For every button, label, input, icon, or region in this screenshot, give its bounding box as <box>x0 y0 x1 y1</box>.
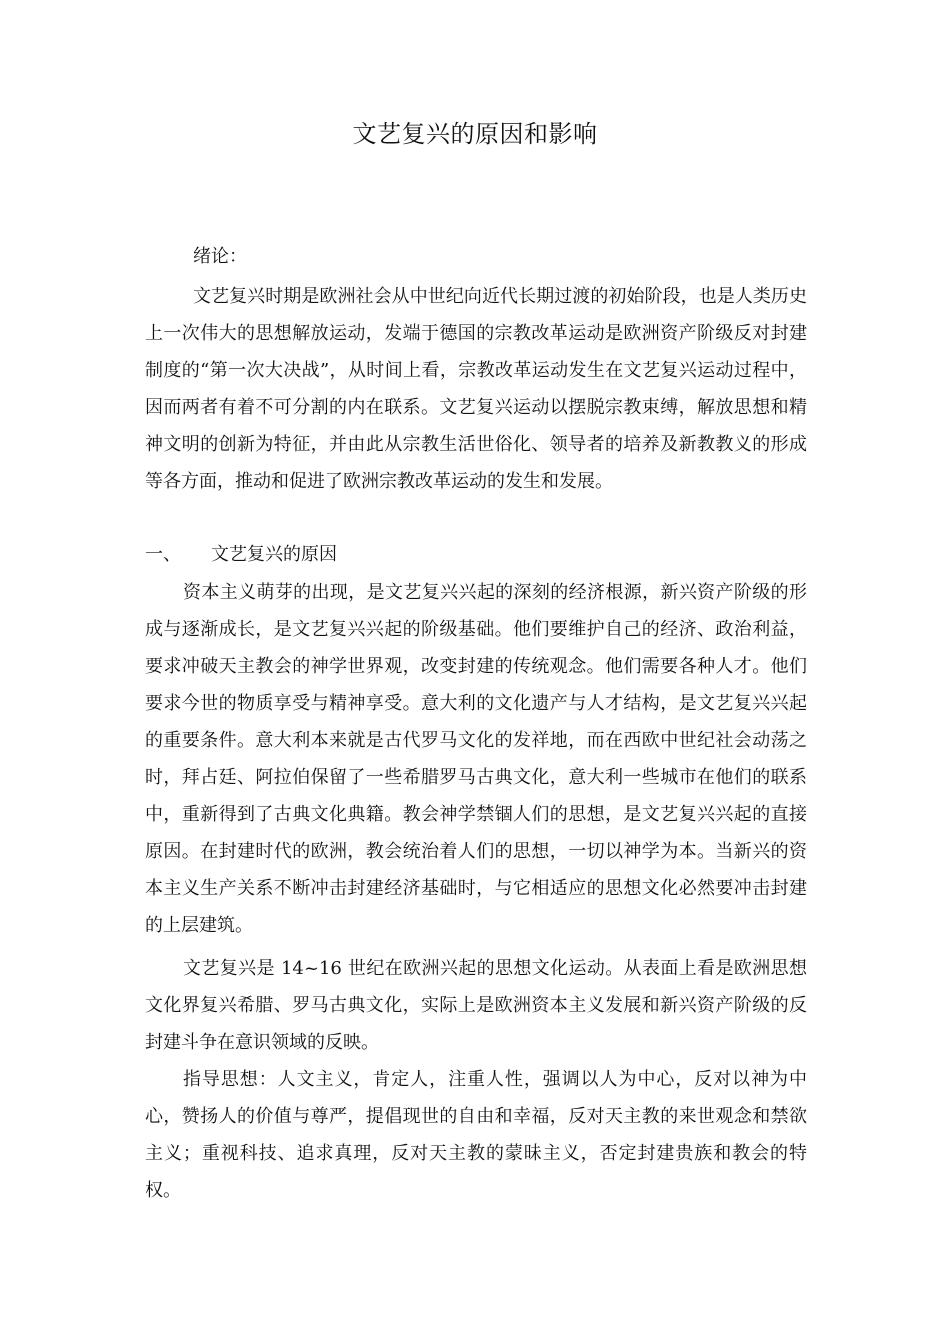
body-paragraph: 指导思想：人文主义，肯定人，注重人性，强调以人为中心，反对以神为中心，赞扬人的价值与尊严，提倡现世的自由和幸福，反对天主教的来世观念和禁欲主义；重视科技、追求真理，反对天主教的蒙昧主义，否定封建贵族和教会的特权。 <box>145 1069 807 1201</box>
document-title: 文艺复兴的原因和影响 <box>352 120 598 148</box>
body-paragraph: 资本主义萌芽的出现，是文艺复兴兴起的深刻的经济根源，新兴资产阶级的形成与逐渐成长，是文艺复兴兴起的阶级基础。他们要维护自己的经济、政治利益，要求冲破天主教会的神学世界观，改变封建的传统观念。他们需要各种人才。他们要求今世的物质享受与精神享受。意大利的文化遗产与人才结构，是文艺复兴兴起的重要条件。意大利本来就是古代罗马文化的发祥地，而在西欧中世纪社会动荡之时，拜占廷、阿拉伯保留了一些希腊罗马古典文化，意大利一些城市在他们的联系中，重新得到了古典文化典籍。教会神学禁锢人们的思想，是文艺复兴兴起的直接原因。在封建时代的欧洲，教会统治着人们的思想，一切以神学为本。当新兴的资本主义生产关系不断冲击封建经济基础时，与它相适应的思想文化必然要冲击封建的上层建筑。 <box>145 582 807 936</box>
section-heading <box>145 541 337 569</box>
section-number: 一、 <box>145 544 181 565</box>
section-heading-text: 文艺复兴的原因 <box>211 544 337 565</box>
body-paragraph: 文艺复兴是 14~16 世纪在欧洲兴起的思想文化运动。从表面上看是欧洲思想文化界复兴希腊、罗马古典文化，实际上是欧洲资本主义发展和新兴资产阶级的反封建斗争在意识领域的反映。 <box>145 958 807 1053</box>
intro-label: 绪论： <box>193 246 247 267</box>
intro-paragraph: 文艺复兴时期是欧洲社会从中世纪向近代长期过渡的初始阶段，也是人类历史上一次伟大的思想解放运动，发端于德国的宗教改革运动是欧洲资产阶级反对封建制度的“第一次大决战”，从时间上看，宗教改革运动发生在文艺复兴运动过程中，因而两者有着不可分割的内在联系。文艺复兴运动以摆脱宗教束缚，解放思想和精神文明的创新为特征，并由此从宗教生活世俗化、领导者的培养及新教教义的形成等各方面，推动和促进了欧洲宗教改革运动的发生和发展。 <box>145 286 807 492</box>
